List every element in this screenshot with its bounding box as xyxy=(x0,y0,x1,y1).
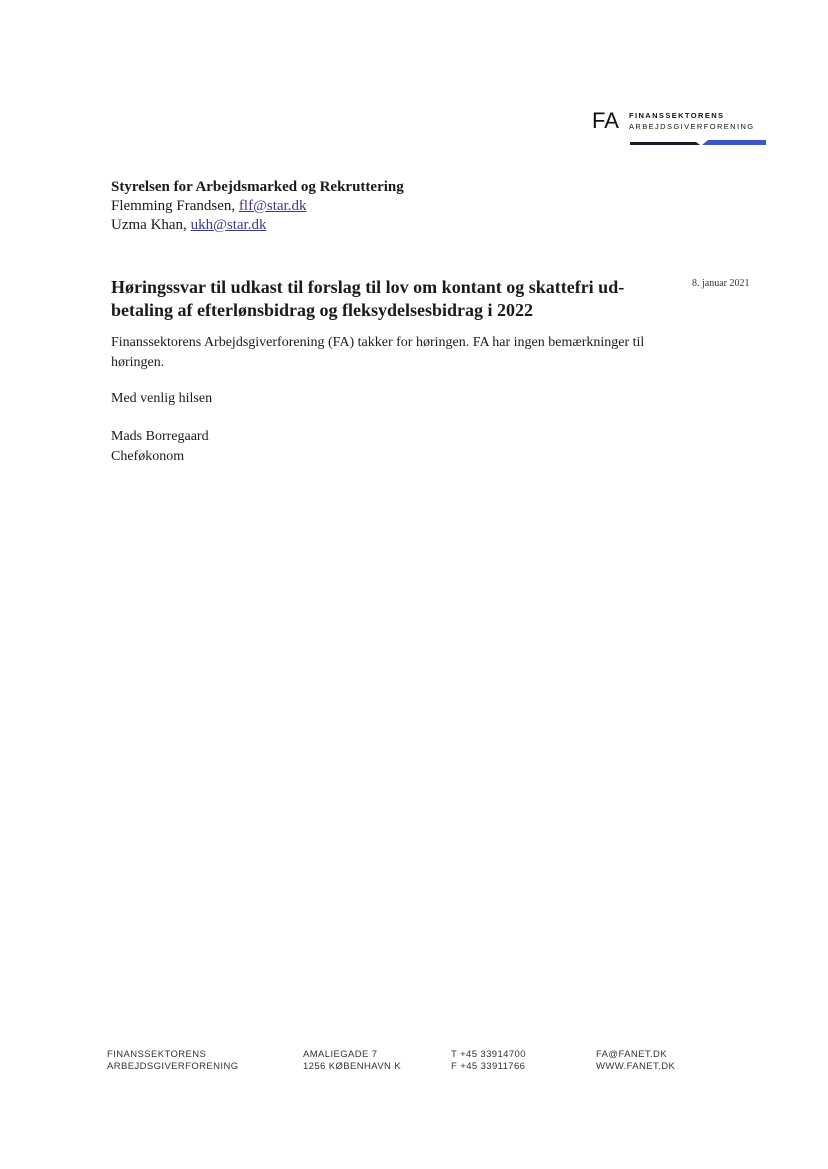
logo-text-line2: ARBEJDSGIVERFORENING xyxy=(629,122,755,131)
footer-address-line1: AMALIEGADE 7 xyxy=(303,1049,378,1060)
signatory-name: Mads Borregaard xyxy=(111,429,209,444)
recipient-contact xyxy=(111,197,404,216)
letter-date: 8. januar 2021 xyxy=(692,278,750,289)
fa-logo xyxy=(592,108,772,150)
letter-heading: Høringssvar til udkast til forslag til lov om kontant og skattefri ud-betaling af efterlønsbidrag og fleksydelsesbidrag i 2022 xyxy=(111,277,625,320)
recipient-contact xyxy=(111,216,404,235)
logo-bar xyxy=(630,140,766,146)
footer-contact xyxy=(596,1049,675,1073)
footer-fax: F +45 33911766 xyxy=(451,1061,526,1072)
footer-org-line1: FINANSSEKTORENS xyxy=(107,1049,207,1060)
contact-name: Uzma Khan, xyxy=(111,217,191,233)
logo-mark: FA xyxy=(592,108,619,133)
footer-address-line2: 1256 KØBENHAVN K xyxy=(303,1061,402,1072)
contact-name: Flemming Frandsen, xyxy=(111,198,239,214)
logo-text-line1: FINANSSEKTORENS xyxy=(629,111,725,120)
signatory-title: Cheføkonom xyxy=(111,449,185,464)
letter-body: Finanssektorens Arbejdsgiverforening (FA) takker for høringen. FA har ingen bemærkninger til høringen. xyxy=(111,335,645,370)
closing-phrase: Med venlig hilsen xyxy=(111,391,213,406)
recipient-block xyxy=(111,178,404,235)
footer-organization xyxy=(107,1049,239,1073)
footer-telephone: T +45 33914700 xyxy=(451,1049,526,1060)
contact-email-link[interactable]: ukh@star.dk xyxy=(190,217,267,233)
footer-web-link[interactable]: WWW.FANET.DK xyxy=(596,1061,676,1072)
footer-phone xyxy=(451,1049,526,1073)
recipient-organization: Styrelsen for Arbejdsmarked og Rekruttering xyxy=(111,179,404,195)
footer-email-link[interactable]: FA@FANET.DK xyxy=(596,1049,668,1060)
signature-block xyxy=(111,427,651,467)
footer-org-line2: ARBEJDSGIVERFORENING xyxy=(107,1061,239,1072)
footer-address xyxy=(303,1049,401,1073)
contact-email-link[interactable]: flf@star.dk xyxy=(238,198,307,214)
